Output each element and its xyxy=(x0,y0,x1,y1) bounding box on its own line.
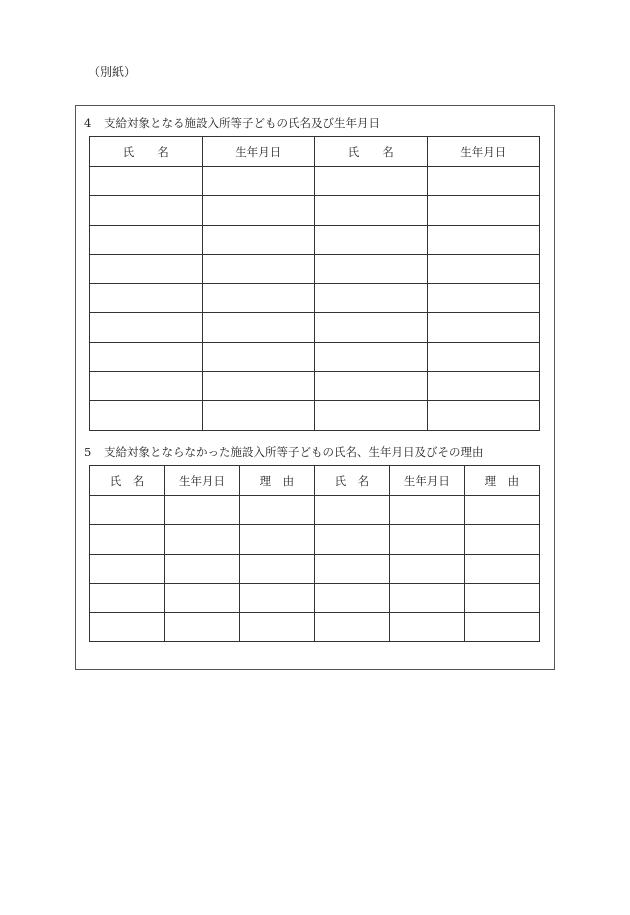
table-row xyxy=(90,284,540,313)
birthdate-cell[interactable] xyxy=(164,554,239,583)
table-row xyxy=(90,401,540,430)
reason-cell[interactable] xyxy=(464,525,539,554)
birthdate-cell[interactable] xyxy=(389,525,464,554)
name-cell[interactable] xyxy=(315,196,428,225)
section-5-number: 5 xyxy=(84,445,92,459)
reason-cell[interactable] xyxy=(464,554,539,583)
birthdate-cell[interactable] xyxy=(427,284,540,313)
section-5-title-text: 支給対象とならなかった施設入所等子どもの氏名、生年月日及びその理由 xyxy=(104,445,484,459)
column-header-name: 氏 名 xyxy=(90,137,203,167)
name-cell[interactable] xyxy=(315,401,428,430)
table-row xyxy=(90,372,540,401)
name-cell[interactable] xyxy=(315,167,428,196)
name-cell[interactable] xyxy=(90,401,203,430)
name-cell[interactable] xyxy=(314,525,389,554)
birthdate-cell[interactable] xyxy=(389,613,464,642)
name-cell[interactable] xyxy=(314,613,389,642)
name-cell[interactable] xyxy=(90,554,165,583)
name-cell[interactable] xyxy=(90,613,165,642)
name-cell[interactable] xyxy=(90,583,165,612)
name-cell[interactable] xyxy=(90,496,165,525)
name-cell[interactable] xyxy=(315,342,428,371)
name-cell[interactable] xyxy=(315,225,428,254)
name-cell[interactable] xyxy=(315,284,428,313)
table-header-row xyxy=(90,137,540,167)
birthdate-cell[interactable] xyxy=(427,225,540,254)
name-cell[interactable] xyxy=(314,496,389,525)
birthdate-cell[interactable] xyxy=(427,342,540,371)
name-cell[interactable] xyxy=(314,583,389,612)
column-header-name: 氏 名 xyxy=(315,137,428,167)
column-header-reason: 理 由 xyxy=(464,466,539,496)
birthdate-cell[interactable] xyxy=(427,372,540,401)
table-row xyxy=(90,613,540,642)
birthdate-cell[interactable] xyxy=(389,496,464,525)
name-cell[interactable] xyxy=(90,196,203,225)
section-5-title xyxy=(84,445,484,459)
birthdate-cell[interactable] xyxy=(202,196,315,225)
children-eligible-table xyxy=(89,136,540,431)
birthdate-cell[interactable] xyxy=(389,554,464,583)
name-cell[interactable] xyxy=(314,554,389,583)
column-header-reason: 理 由 xyxy=(239,466,314,496)
birthdate-cell[interactable] xyxy=(202,313,315,342)
column-header-birthdate: 生年月日 xyxy=(389,466,464,496)
birthdate-cell[interactable] xyxy=(427,196,540,225)
table-row xyxy=(90,225,540,254)
reason-cell[interactable] xyxy=(239,613,314,642)
name-cell[interactable] xyxy=(90,254,203,283)
name-cell[interactable] xyxy=(315,372,428,401)
reason-cell[interactable] xyxy=(239,583,314,612)
table-row xyxy=(90,313,540,342)
column-header-name: 氏 名 xyxy=(314,466,389,496)
birthdate-cell[interactable] xyxy=(202,342,315,371)
table-row xyxy=(90,496,540,525)
reason-cell[interactable] xyxy=(464,613,539,642)
table-row xyxy=(90,167,540,196)
reason-cell[interactable] xyxy=(239,554,314,583)
birthdate-cell[interactable] xyxy=(389,583,464,612)
name-cell[interactable] xyxy=(90,313,203,342)
name-cell[interactable] xyxy=(90,167,203,196)
attachment-label: （別紙） xyxy=(88,65,137,79)
name-cell[interactable] xyxy=(315,313,428,342)
birthdate-cell[interactable] xyxy=(164,613,239,642)
reason-cell[interactable] xyxy=(239,525,314,554)
table-row xyxy=(90,583,540,612)
section-4-title xyxy=(84,116,380,130)
table-row xyxy=(90,525,540,554)
birthdate-cell[interactable] xyxy=(427,167,540,196)
birthdate-cell[interactable] xyxy=(202,254,315,283)
column-header-birthdate: 生年月日 xyxy=(202,137,315,167)
column-header-birthdate: 生年月日 xyxy=(427,137,540,167)
birthdate-cell[interactable] xyxy=(164,496,239,525)
table-row xyxy=(90,342,540,371)
birthdate-cell[interactable] xyxy=(202,401,315,430)
section-4-number: 4 xyxy=(84,116,92,130)
birthdate-cell[interactable] xyxy=(202,372,315,401)
table-header-row xyxy=(90,466,540,496)
name-cell[interactable] xyxy=(315,254,428,283)
name-cell[interactable] xyxy=(90,342,203,371)
section-4-title-text: 支給対象となる施設入所等子どもの氏名及び生年月日 xyxy=(104,116,380,130)
birthdate-cell[interactable] xyxy=(164,525,239,554)
children-ineligible-table xyxy=(89,465,540,642)
birthdate-cell[interactable] xyxy=(202,225,315,254)
birthdate-cell[interactable] xyxy=(427,313,540,342)
birthdate-cell[interactable] xyxy=(202,167,315,196)
name-cell[interactable] xyxy=(90,525,165,554)
table-row xyxy=(90,554,540,583)
name-cell[interactable] xyxy=(90,284,203,313)
name-cell[interactable] xyxy=(90,225,203,254)
column-header-birthdate: 生年月日 xyxy=(164,466,239,496)
table-row xyxy=(90,254,540,283)
table-row xyxy=(90,196,540,225)
birthdate-cell[interactable] xyxy=(427,401,540,430)
column-header-name: 氏 名 xyxy=(90,466,165,496)
reason-cell[interactable] xyxy=(239,496,314,525)
birthdate-cell[interactable] xyxy=(202,284,315,313)
reason-cell[interactable] xyxy=(464,583,539,612)
birthdate-cell[interactable] xyxy=(427,254,540,283)
reason-cell[interactable] xyxy=(464,496,539,525)
birthdate-cell[interactable] xyxy=(164,583,239,612)
name-cell[interactable] xyxy=(90,372,203,401)
